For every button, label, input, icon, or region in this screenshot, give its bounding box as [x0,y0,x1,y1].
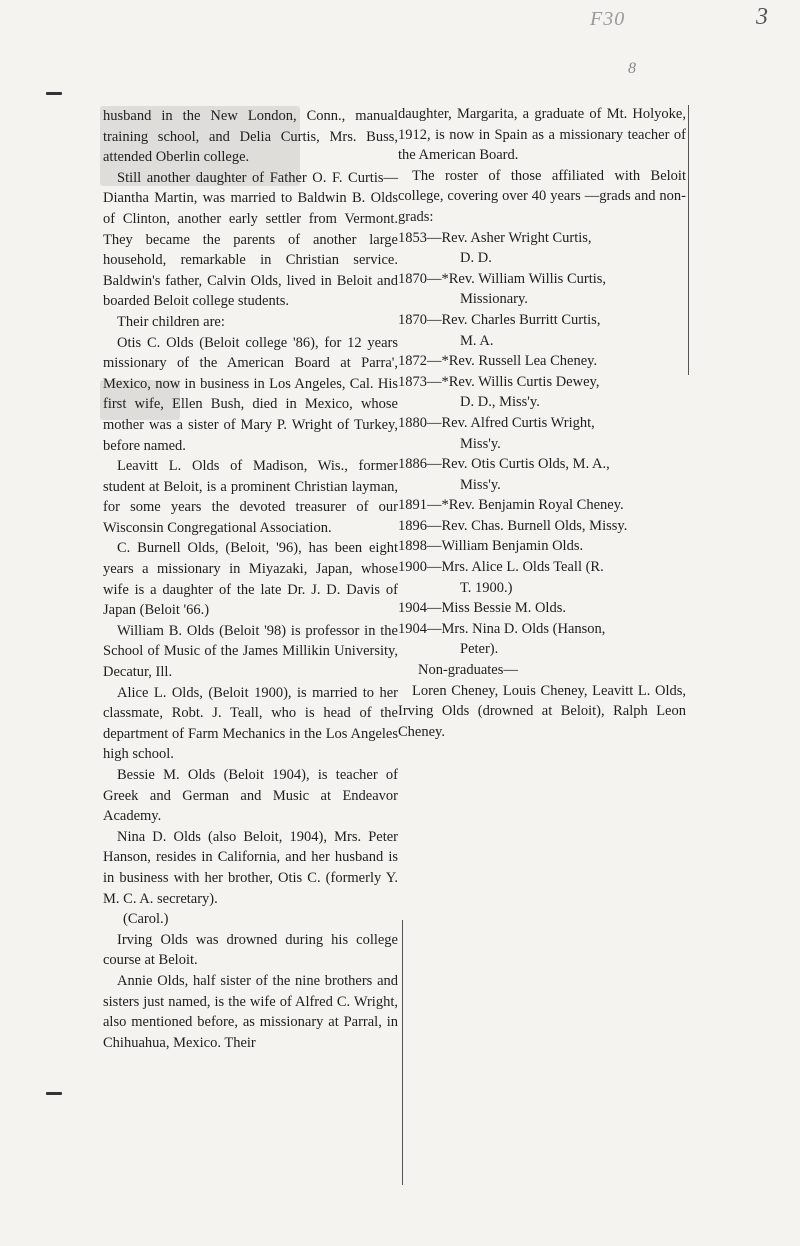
roster-entry [398,351,686,372]
roster-year: 1896 [398,517,427,534]
roster-entry [398,495,686,516]
roster-continuation: M. A. [460,332,494,349]
roster-entry [398,454,686,475]
roster-year: 1870 [398,311,427,328]
paragraph: Alice L. Olds, (Beloit 1900), is married to her classmate, Robt. J. Teall, who is head of the department of Farm Mechanics in the Los Angeles high school. [103,684,398,763]
paragraph: Leavitt L. Olds of Madison, Wis., former student at Beloit, is a prominent Christian layman, for some years the devoted treasurer of our Wisconsin Congregational Association. [103,458,398,536]
right-column [398,104,686,742]
paragraph: Still another daughter of Father O. F. Curtis—Diantha Martin, was married to Baldwin B. Olds of Clinton, another early settler from Vermont. They became the parents of another large household, remarkable in Christian service. Baldwin's father, Calvin Olds, lived in Beloit and boarded Beloit college students. [103,169,398,310]
roster-intro: The roster of those affiliated with Beloit college, covering over 40 years —grads and non-grads: [398,167,686,225]
non-graduates-list: Loren Cheney, Louis Cheney, Leavitt L. Olds, Irving Olds (drowned at Beloit), Ralph Leon Cheney. [398,682,686,740]
roster-entry [398,372,686,393]
roster-name: —Mrs. Alice L. Olds Teall (R. [427,559,604,576]
roster-entry [398,516,686,537]
non-graduates-heading: Non-graduates— [418,662,518,679]
roster-name: —*Rev. Willis Curtis Dewey, [427,373,600,390]
roster-entry [398,598,686,619]
paragraph: Irving Olds was drowned during his college course at Beloit. [103,931,398,969]
paragraph: Nina D. Olds (also Beloit, 1904), Mrs. Peter Hanson, resides in California, and her husband is in business with her brother, Otis C. (formerly Y. M. C. A. secretary). [103,828,398,907]
roster-year: 1904 [398,620,427,637]
paragraph: C. Burnell Olds, (Beloit, '96), has been eight years a missionary in Miyazaki, Japan, whose wife is a daughter of the late Dr. J. D. Davis of Japan (Beloit '66.) [103,540,398,619]
paragraph: Their children are: [117,313,225,330]
archive-small-mark: 8 [628,60,636,77]
column-rule [402,920,403,1185]
roster-name: —William Benjamin Olds. [427,538,584,555]
paragraph: husband in the New London, Conn., manual training school, and Delia Curtis, Mrs. Buss, attended Oberlin college. [103,108,398,166]
roster-continuation: Miss'y. [460,476,501,493]
roster-name: —Miss Bessie M. Olds. [427,600,566,617]
roster-name: —Rev. Chas. Burnell Olds, Missy. [427,517,628,534]
roster-continuation: Miss'y. [460,435,501,452]
roster-entry [398,413,686,434]
roster-name: —Rev. Asher Wright Curtis, [427,229,592,246]
paragraph: daughter, Margarita, a graduate of Mt. Holyoke, 1912, is now in Spain as a missionary teacher of the American Board. [398,106,686,164]
roster-year: 1873 [398,373,427,390]
roster-name: —*Rev. Russell Lea Cheney. [427,353,598,370]
roster-entry [398,228,686,249]
roster-name: —Rev. Otis Curtis Olds, M. A., [427,456,610,473]
roster-continuation: Missionary. [460,291,528,308]
roster-continuation: D. D., Miss'y. [460,394,540,411]
roster-name: —Rev. Alfred Curtis Wright, [427,414,595,431]
roster-year: 1872 [398,353,427,370]
roster-year: 1898 [398,538,427,555]
paragraph: William B. Olds (Beloit '98) is professor in the School of Music of the James Millikin University, Decatur, Ill. [103,622,398,681]
paragraph: Annie Olds, half sister of the nine brothers and sisters just named, is the wife of Alfred C. Wright, also mentioned before, as missionary at Parral, in Chihuahua, Mexico. Their [103,972,398,1051]
roster-continuation: D. D. [460,250,492,267]
roster-year: 1900 [398,559,427,576]
roster-entry [398,557,686,578]
archive-stamp: F30 [590,8,626,30]
paragraph: Bessie M. Olds (Beloit 1904), is teacher of Greek and German and Music at Endeavor Academy. [103,767,398,825]
roster-year: 1886 [398,456,427,473]
roster-entry [398,536,686,557]
roster-entry [398,310,686,331]
roster-name: —*Rev. William Willis Curtis, [427,270,607,287]
roster-name: —Mrs. Nina D. Olds (Hanson, [427,620,606,637]
roster-name: —Rev. Charles Burritt Curtis, [427,311,601,328]
roster-year: 1853 [398,229,427,246]
paragraph: Otis C. Olds (Beloit college '86), for 12 years missionary of the American Board at Parra', Mexico, now in business in Los Angeles, Cal. His first wife, Ellen Bush, died in Mexico, whose mother was a sister of Mary P. Wright of Turkey, before named. [103,334,398,454]
roster-year: 1870 [398,270,427,287]
punch-mark [46,92,62,95]
paragraph: (Carol.) [123,911,169,928]
roster-entry [398,269,686,290]
column-rule [688,105,689,375]
roster-continuation: T. 1900.) [460,579,513,596]
left-column [103,106,398,1053]
roster-name: —*Rev. Benjamin Royal Cheney. [427,497,624,514]
roster-year: 1891 [398,497,427,514]
page-number: 3 [756,4,768,30]
roster-continuation: Peter). [460,641,499,658]
punch-mark [46,1092,62,1095]
roster-year: 1880 [398,414,427,431]
roster-year: 1904 [398,600,427,617]
roster-entry [398,619,686,640]
